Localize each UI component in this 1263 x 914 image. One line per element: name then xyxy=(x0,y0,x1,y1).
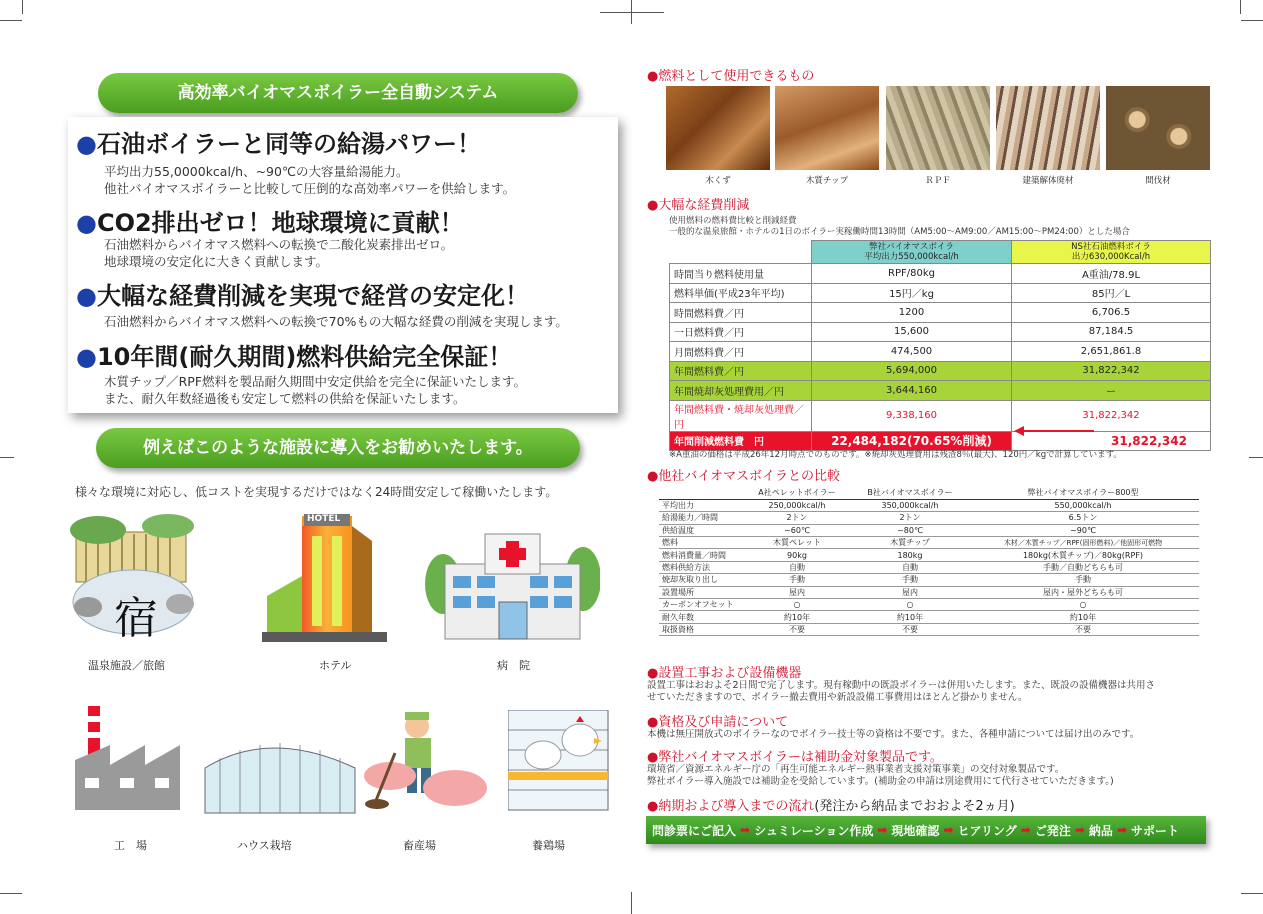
cost-comparison-table xyxy=(669,240,1211,451)
facility-banner: 例えばこのような施設に導入をお勧めいたします。 xyxy=(96,428,580,468)
arrow-right-icon: ➡ xyxy=(943,823,954,837)
fuel-label: 木くず xyxy=(705,176,731,186)
thinned-wood-photo xyxy=(1106,86,1210,170)
cell: ○ xyxy=(967,599,1199,611)
arrow-left-icon xyxy=(1014,425,1094,437)
row-label: 耐久年数 xyxy=(659,611,741,623)
cell: 350,000kcal/h xyxy=(853,499,967,511)
crop-mark xyxy=(1240,0,1241,14)
headline-2-line-1: 石油燃料からバイオマス燃料への転換で二酸化炭素排出ゼロ。 xyxy=(104,237,454,252)
facility-label-poultry: 養鶏場 xyxy=(532,839,565,852)
cell: ~80℃ xyxy=(853,524,967,536)
crop-mark xyxy=(600,12,664,13)
crop-mark xyxy=(0,20,22,21)
ours-cell: RPF/80kg xyxy=(812,264,1012,284)
cost-note: 一般的な温泉旅館・ホテルの1日のボイラー実稼働時間13時間（AM5:00～AM9:00／AM15:00～PM24:00）とした場合 xyxy=(669,227,1130,237)
oil-header xyxy=(1012,241,1211,264)
cell: 自動 xyxy=(853,561,967,573)
table-header-row xyxy=(659,487,1199,499)
crop-mark xyxy=(631,0,632,24)
cell: 550,000kcal/h xyxy=(967,499,1199,511)
cell: ○ xyxy=(853,599,967,611)
table-row xyxy=(659,574,1199,586)
headline-1 xyxy=(76,124,481,159)
fuel-label: 間伐材 xyxy=(1145,176,1171,186)
row-label: 焼却灰取り出し xyxy=(659,574,741,586)
headline-2-line-2: 地球環境の安定化に大きく貢献します。 xyxy=(104,254,329,269)
wood-chip-photo xyxy=(775,86,879,170)
oil-cell: 87,184.5 xyxy=(1012,322,1211,342)
header-line: 出力630,000Kcal/h xyxy=(1071,252,1151,262)
flow-section-title xyxy=(647,795,1015,814)
facility-label-greenhouse: ハウス栽培 xyxy=(237,839,292,852)
cell: 2トン xyxy=(741,512,853,524)
fuel-label: 木質チップ xyxy=(805,176,849,186)
fuel-label: ＲＰＦ xyxy=(925,176,951,186)
license-section-title: ●資格及び申請について xyxy=(647,715,789,730)
ours-cell: 474,500 xyxy=(812,342,1012,362)
oil-cell: 2,651,861.8 xyxy=(1012,342,1211,362)
system-banner: 高効率バイオマスボイラー全自動システム xyxy=(98,73,578,113)
row-label: カーボンオフセット xyxy=(659,599,741,611)
cell: 手動／自動どちらも可 xyxy=(967,561,1199,573)
ours-cell: 3,644,160 xyxy=(812,381,1012,401)
boiler-comparison-table xyxy=(659,487,1199,636)
cell: 自動 xyxy=(741,561,853,573)
ours-header xyxy=(812,241,1012,264)
row-label: 年間焼却灰処理費用／円 xyxy=(670,381,812,401)
cost-footnote: ※A重油の価格は平成26年12月時点でのものです。※焼却灰処理費用は残渣8％(最大)、120円／kgで計算しています。 xyxy=(669,450,1122,460)
flow-bar xyxy=(646,816,1206,844)
ours-cell: 15,600 xyxy=(812,322,1012,342)
facility-label-hospital: 病 院 xyxy=(497,659,530,672)
crop-mark xyxy=(0,893,22,894)
row-label: 設置場所 xyxy=(659,586,741,598)
cell: ~60℃ xyxy=(741,524,853,536)
rpf-photo xyxy=(886,86,990,170)
flow-step: シュミレーション作成 xyxy=(754,823,874,838)
oil-cell: 6,706.5 xyxy=(1012,303,1211,323)
arrow-right-icon: ➡ xyxy=(1116,823,1127,837)
row-label: 年間燃料費・焼却灰処理費／円 xyxy=(670,400,812,431)
cell: ○ xyxy=(741,599,853,611)
header-cell xyxy=(659,487,741,499)
cell: 屋内 xyxy=(853,586,967,598)
row-label: 燃料消費量／時間 xyxy=(659,549,741,561)
ours-cell: 5,694,000 xyxy=(812,361,1012,381)
hospital-illustration xyxy=(425,524,600,644)
header-line: 平均出力550,000kcal/h xyxy=(864,252,959,262)
flow-step: サポート xyxy=(1131,823,1180,838)
table-row xyxy=(670,283,1211,303)
facility-label-hotel: ホテル xyxy=(319,659,352,672)
cell: 木質チップ xyxy=(853,537,967,549)
subsidy-section-title: ●弊社バイオマスボイラーは補助金対象製品です。 xyxy=(647,750,943,765)
row-label: 燃料単価(平成23年平均) xyxy=(670,283,812,303)
row-label: 時間燃料費／円 xyxy=(670,303,812,323)
header-line: NS社石油燃料ボイラ xyxy=(1071,242,1151,252)
table-row xyxy=(659,512,1199,524)
table-corner xyxy=(670,241,812,264)
wood-scrap-photo xyxy=(666,86,770,170)
table-row xyxy=(670,303,1211,323)
headline-1-line-1: 平均出力55,0000kcal/h、~90℃の大容量給湯能力。 xyxy=(104,164,409,179)
ours-cell: 9,338,160 xyxy=(812,400,1012,431)
table-row xyxy=(670,322,1211,342)
header-cell: 弊社バイオマスボイラー800型 xyxy=(967,487,1199,499)
row-label: 月間燃料費／円 xyxy=(670,342,812,362)
facility-label-inn: 温泉施設／旅館 xyxy=(88,659,165,672)
flow-title: ●納期および導入までの流れ xyxy=(647,799,815,814)
table-row xyxy=(670,342,1211,362)
table-row xyxy=(659,499,1199,511)
headline-text: 10年間(耐久期間)燃料供給完全保証！ xyxy=(96,343,513,371)
headline-3 xyxy=(76,276,529,311)
compare-section-title: ●他社バイオマスボイラとの比較 xyxy=(647,469,840,484)
crop-mark xyxy=(631,892,632,914)
bullet: ● xyxy=(76,343,97,371)
poultry-farm-illustration xyxy=(508,710,613,820)
cost-note: 使用燃料の燃料費比較と削減経費 xyxy=(669,216,797,226)
row-label: 時間当り燃料使用量 xyxy=(670,264,812,284)
row-label: 年間燃料費／円 xyxy=(670,361,812,381)
headline-text: 大幅な経費削減を実現で経営の安定化！ xyxy=(96,282,529,310)
cell: 木質ペレット xyxy=(741,537,853,549)
bullet: ● xyxy=(76,282,97,310)
headline-4 xyxy=(76,337,512,372)
crop-mark xyxy=(1241,893,1263,894)
cost-section-title: ●大幅な経費削減 xyxy=(647,198,750,213)
cell: ~90℃ xyxy=(967,524,1199,536)
cell: 250,000kcal/h xyxy=(741,499,853,511)
crop-mark xyxy=(1241,20,1263,21)
oil-cell: ー xyxy=(1012,381,1211,401)
table-row xyxy=(659,611,1199,623)
ours-cell: 15円／kg xyxy=(812,283,1012,303)
table-row xyxy=(659,623,1199,635)
bullet: ● xyxy=(76,209,97,237)
table-row xyxy=(659,524,1199,536)
row-label: 燃料 xyxy=(659,537,741,549)
facility-label-factory: 工 場 xyxy=(114,839,147,852)
headline-3-line-1: 石油燃料からバイオマス燃料への転換で70%もの大幅な経費の削減を実現します。 xyxy=(104,314,568,329)
fuel-label: 建築解体廃材 xyxy=(1022,176,1074,186)
header-cell: B社バイオマスボイラー xyxy=(853,487,967,499)
greenhouse-illustration xyxy=(200,728,360,818)
flow-step: 現地確認 xyxy=(891,823,940,838)
arrow-right-icon: ➡ xyxy=(1074,823,1085,837)
hotel-sign: HOTEL xyxy=(307,514,341,524)
table-row xyxy=(659,561,1199,573)
cell: 不要 xyxy=(741,623,853,635)
facility-intro: 様々な環境に対応し、低コストを実現するだけではなく24時間安定して稼働いたします。 xyxy=(75,485,558,499)
hotel-illustration xyxy=(262,506,392,646)
oil-cell: 31,822,342 xyxy=(1012,400,1211,431)
crop-mark xyxy=(0,457,14,458)
cell: 2トン xyxy=(853,512,967,524)
flow-step: 問診票にご記入 xyxy=(652,823,737,838)
row-label: 給湯能力／時間 xyxy=(659,512,741,524)
crop-mark xyxy=(22,0,23,14)
header-line: 弊社バイオマスボイラ xyxy=(869,242,954,252)
install-text: 設置工事はおおよそ2日間で完了します。現有稼動中の既設ボイラーは併用いたします。また、既設の設備機器は共用さ xyxy=(647,680,1156,691)
row-label: 供給温度 xyxy=(659,524,741,536)
table-row xyxy=(659,586,1199,598)
header-cell: A社ペレットボイラー xyxy=(741,487,853,499)
cell: 屋内 xyxy=(741,586,853,598)
headline-text: CO2排出ゼロ！地球環境に貢献！ xyxy=(96,209,464,237)
row-label: 平均出力 xyxy=(659,499,741,511)
subsidy-text: 弊社ボイラー導入施設では補助金を受給しています。(補助金の申請は別途費用にて代行させていただきます。) xyxy=(647,776,1114,787)
demolition-wood-photo xyxy=(996,86,1100,170)
cell: 不要 xyxy=(967,623,1199,635)
row-label: 一日燃料費／円 xyxy=(670,322,812,342)
install-text: せていただきますので、ボイラー撤去費用や新設設備工事費用はほとんど掛かりません。 xyxy=(647,692,1028,703)
arrow-right-icon: ➡ xyxy=(877,823,888,837)
cell: 手動 xyxy=(741,574,853,586)
table-row xyxy=(659,549,1199,561)
cell: 180kg(木質チップ)／80kg(RPF) xyxy=(967,549,1199,561)
ours-cell: 22,484,182(70.65%削減) xyxy=(812,431,1012,451)
headline-1-line-2: 他社バイオマスボイラーと比較して圧倒的な高効率パワーを供給します。 xyxy=(104,181,516,196)
row-label: 燃料供給方法 xyxy=(659,561,741,573)
cell: 約10年 xyxy=(853,611,967,623)
cell: 6.5トン xyxy=(967,512,1199,524)
row-label: 取扱資格 xyxy=(659,623,741,635)
facility-label-livestock: 畜産場 xyxy=(403,839,436,852)
flow-step: ご発注 xyxy=(1034,823,1071,838)
arrow-right-icon: ➡ xyxy=(740,823,751,837)
cell: 180kg xyxy=(853,549,967,561)
cell: 不要 xyxy=(853,623,967,635)
headline-4-line-1: 木質チップ／RPF燃料を製品耐久期間中安定供給を完全に保証いたします。 xyxy=(104,374,527,389)
arrow-right-icon: ➡ xyxy=(1020,823,1031,837)
table-row xyxy=(670,400,1211,431)
cell: 屋内・屋外どちらも可 xyxy=(967,586,1199,598)
table-row xyxy=(659,599,1199,611)
factory-illustration xyxy=(70,690,195,815)
cell: 約10年 xyxy=(967,611,1199,623)
headline-2 xyxy=(76,203,464,238)
flow-subtitle: (発注から納品までおおよそ2ヵ月) xyxy=(814,799,1015,814)
cell: 約10年 xyxy=(741,611,853,623)
cell: 手動 xyxy=(853,574,967,586)
row-label: 年間削減燃料費 円 xyxy=(670,431,812,451)
flow-step: 納品 xyxy=(1088,823,1113,838)
table-row xyxy=(670,381,1211,401)
crop-mark xyxy=(1249,457,1263,458)
inn-character: 宿 xyxy=(114,593,158,644)
oil-cell: 85円／L xyxy=(1012,283,1211,303)
flow-step: ヒアリング xyxy=(957,823,1017,838)
subsidy-text: 環境省／資源エネルギー庁の「再生可能エネルギー熱事業者支援対策事業」の交付対象製品です。 xyxy=(647,764,1065,775)
cell: 手動 xyxy=(967,574,1199,586)
cell: 90kg xyxy=(741,549,853,561)
table-row xyxy=(659,537,1199,549)
license-text: 本機は無圧開放式のボイラーなのでボイラー技士等の資格は不要です。また、各種申請については届け出のみです。 xyxy=(647,729,1140,740)
oil-cell: 31,822,342 xyxy=(1012,361,1211,381)
cell: 木材／木質チップ／RPF(固形燃料)／他固形可燃物 xyxy=(967,537,1199,549)
oil-cell: A重油/78.9L xyxy=(1012,264,1211,284)
livestock-illustration xyxy=(355,708,495,818)
headline-4-line-2: また、耐久年数経過後も安定して燃料の供給を保証いたします。 xyxy=(104,391,466,406)
fuel-section-title: ●燃料として使用できるもの xyxy=(647,69,815,84)
install-section-title: ●設置工事および設備機器 xyxy=(647,666,802,681)
table-row xyxy=(670,264,1211,284)
bullet: ● xyxy=(76,130,97,158)
table-row xyxy=(670,361,1211,381)
oil-cell: 31,822,342 xyxy=(1012,431,1211,451)
headline-text: 石油ボイラーと同等の給湯パワー！ xyxy=(96,130,481,158)
ours-cell: 1200 xyxy=(812,303,1012,323)
